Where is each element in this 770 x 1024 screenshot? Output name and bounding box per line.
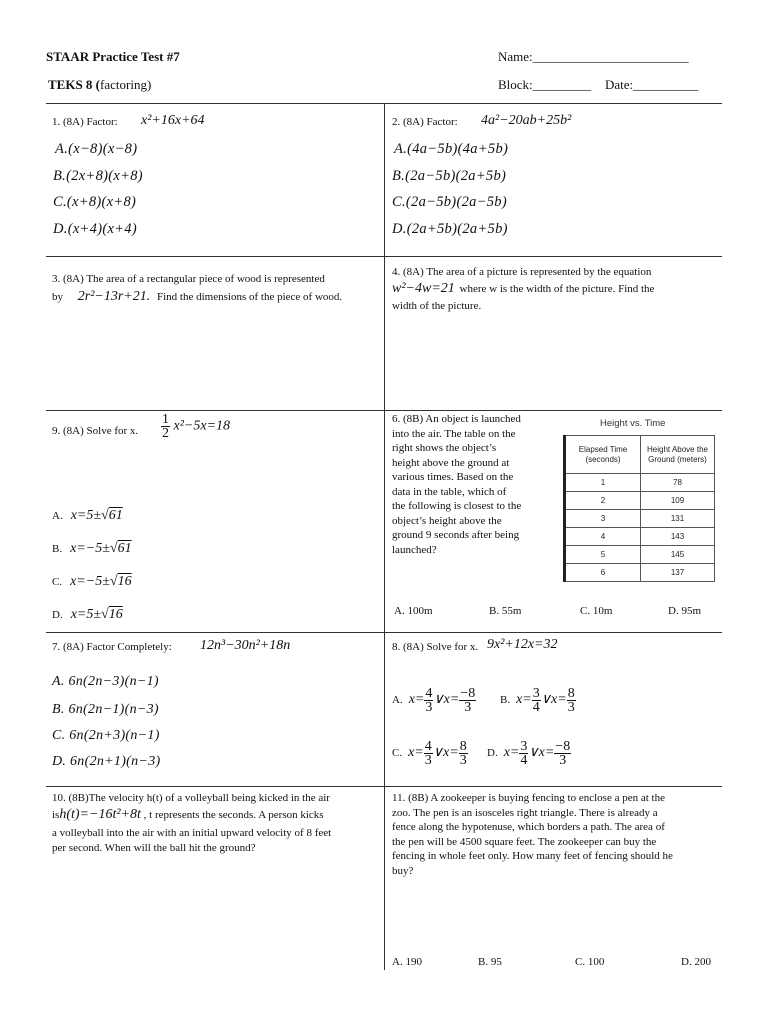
test-title: STAAR Practice Test #7 [46, 49, 180, 64]
q3-text-line2: by 2r²−13r+21. Find the dimensions of the piece of wood. [52, 289, 343, 304]
q4-text-line3: width of the picture. [392, 300, 482, 312]
q8-expression: 9x²+12x=32 [487, 637, 558, 652]
q11-text: 11. (8B) A zookeeper is buying fencing to enclose a pen at the zoo. The pen is an isosceles right triangle. There is already a fence along the hypotenuse, which borders a path. The area of the pen will be 4500 square feet. The zookeeper can buy the fencing in whole feet only. How many feet of fencing should he buy? [392, 792, 673, 877]
q2-choice-d[interactable]: D.(2a+5b)(2a+5b) [392, 221, 508, 237]
q9-choice-b[interactable]: B. x=−5±√61 [52, 541, 132, 556]
q8-choice-d[interactable]: D. x= $\frac{3}{4}$ ∨x= $\frac{-8}{3}$ [487, 739, 571, 768]
q8-label: 8. (8A) Solve for x. [392, 641, 479, 653]
q3-text-line1: 3. (8A) The area of a rectangular piece of wood is represented [52, 273, 325, 285]
q10-expression: h(t)=−16t²+8t [59, 807, 141, 822]
table-row: 4 143 [565, 528, 715, 546]
q8-choice-b[interactable]: B. x= $\frac{3}{4}$ ∨x= $\frac{8}{3}$ [500, 686, 575, 715]
q9-choice-d[interactable]: D. x=5±√16 [52, 607, 123, 622]
q8-choice-c[interactable]: C. x= $\frac{4}{3}$ ∨x= $\frac{8}{3}$ [392, 739, 467, 768]
table-row: 3 131 [565, 510, 715, 528]
divider-vertical [384, 103, 385, 970]
q7-choice-a[interactable]: A. 6n(2n−3)(n−1) [52, 674, 159, 689]
q7-choice-d[interactable]: D. 6n(2n+1)(n−3) [52, 754, 161, 769]
q8-choice-a[interactable]: A. x= $\frac{4}{3}$ ∨x= $\frac{-8}{3}$ [392, 686, 476, 715]
q6-height-table [563, 435, 715, 582]
q2-choice-c[interactable]: C.(2a−5b)(2a−5b) [392, 194, 507, 210]
table-row: 1 78 [565, 474, 715, 492]
q7-label: 7. (8A) Factor Completely: [52, 641, 172, 653]
q6-col2-header: Height Above the Ground (meters) [641, 436, 715, 474]
q11-answer-a[interactable]: A. 190 [392, 956, 422, 968]
q6-answer-b[interactable]: B. 55m [489, 605, 522, 617]
q2-label: 2. (8A) Factor: [392, 116, 458, 128]
q11-answer-b[interactable]: B. 95 [478, 956, 502, 968]
q10-text-line2: ish(t)=−16t²+8t , t represents the seconds. A person kicks [52, 807, 324, 822]
table-row: 6 137 [565, 564, 715, 582]
q4-text-line2: w²−4w=21 where w is the width of the picture. Find the [392, 281, 655, 296]
q7-choice-b[interactable]: B. 6n(2n−1)(n−3) [52, 702, 159, 717]
q10-text-line3: a volleyball into the air with an initial upward velocity of 8 feet [52, 827, 332, 839]
q1-choice-d[interactable]: D.(x+4)(x+4) [53, 221, 137, 237]
q6-answer-d[interactable]: D. 95m [668, 605, 701, 617]
q7-choice-c[interactable]: C. 6n(2n+3)(n−1) [52, 728, 160, 743]
q9-choice-a[interactable]: A. x=5±√61 [52, 508, 123, 523]
q9-choice-c[interactable]: C. x=−5±√16 [52, 574, 132, 589]
teks-label: TEKS 8 (factoring) [48, 77, 152, 92]
q1-choice-c[interactable]: C.(x+8)(x+8) [53, 194, 137, 210]
q9-expression: $\frac{1}{2}$ x²−5x=18 [162, 412, 231, 441]
q3-expression: 2r²−13r+21. [77, 289, 151, 304]
name-field[interactable]: Name:________________________ [498, 49, 689, 64]
date-field[interactable]: Date:__________ [605, 77, 699, 92]
q1-expression: x²+16x+64 [141, 113, 205, 128]
q11-answer-d[interactable]: D. 200 [681, 956, 711, 968]
table-row: 2 109 [565, 492, 715, 510]
q6-answer-c[interactable]: C. 10m [580, 605, 613, 617]
q7-expression: 12n³−30n²+18n [200, 638, 291, 653]
q1-label: 1. (8A) Factor: [52, 116, 118, 128]
q4-text-line1: 4. (8A) The area of a picture is represented by the equation [392, 266, 652, 278]
q10-text-line1: 10. (8B)The velocity h(t) of a volleyball being kicked in the air [52, 792, 330, 804]
q6-text: 6. (8B) An object is launched into the air. The table on the right shows the object’s height above the ground at various times. Based on the data in the table, which of the following is closest to the object’s height above the ground 9 seconds after being launched? [392, 413, 522, 556]
q11-answer-c[interactable]: C. 100 [575, 956, 605, 968]
q6-col1-header: Elapsed Time (seconds) [565, 436, 641, 474]
block-field[interactable]: Block:_________ [498, 77, 592, 92]
q2-choice-a[interactable]: A.(4a−5b)(4a+5b) [394, 141, 509, 157]
q1-choice-a[interactable]: A.(x−8)(x−8) [55, 141, 138, 157]
q6-table-title: Height vs. Time [600, 418, 666, 429]
q2-choice-b[interactable]: B.(2a−5b)(2a+5b) [392, 168, 507, 184]
table-row: 5 145 [565, 546, 715, 564]
q10-text-line4: per second. When will the ball hit the ground? [52, 842, 256, 854]
q6-table-wrap [563, 435, 715, 582]
q2-expression: 4a²−20ab+25b² [481, 113, 572, 128]
q9-label: 9. (8A) Solve for x. [52, 425, 139, 437]
q4-expression: w²−4w=21 [392, 281, 455, 296]
q6-answer-a[interactable]: A. 100m [394, 605, 433, 617]
q1-choice-b[interactable]: B.(2x+8)(x+8) [53, 168, 143, 184]
